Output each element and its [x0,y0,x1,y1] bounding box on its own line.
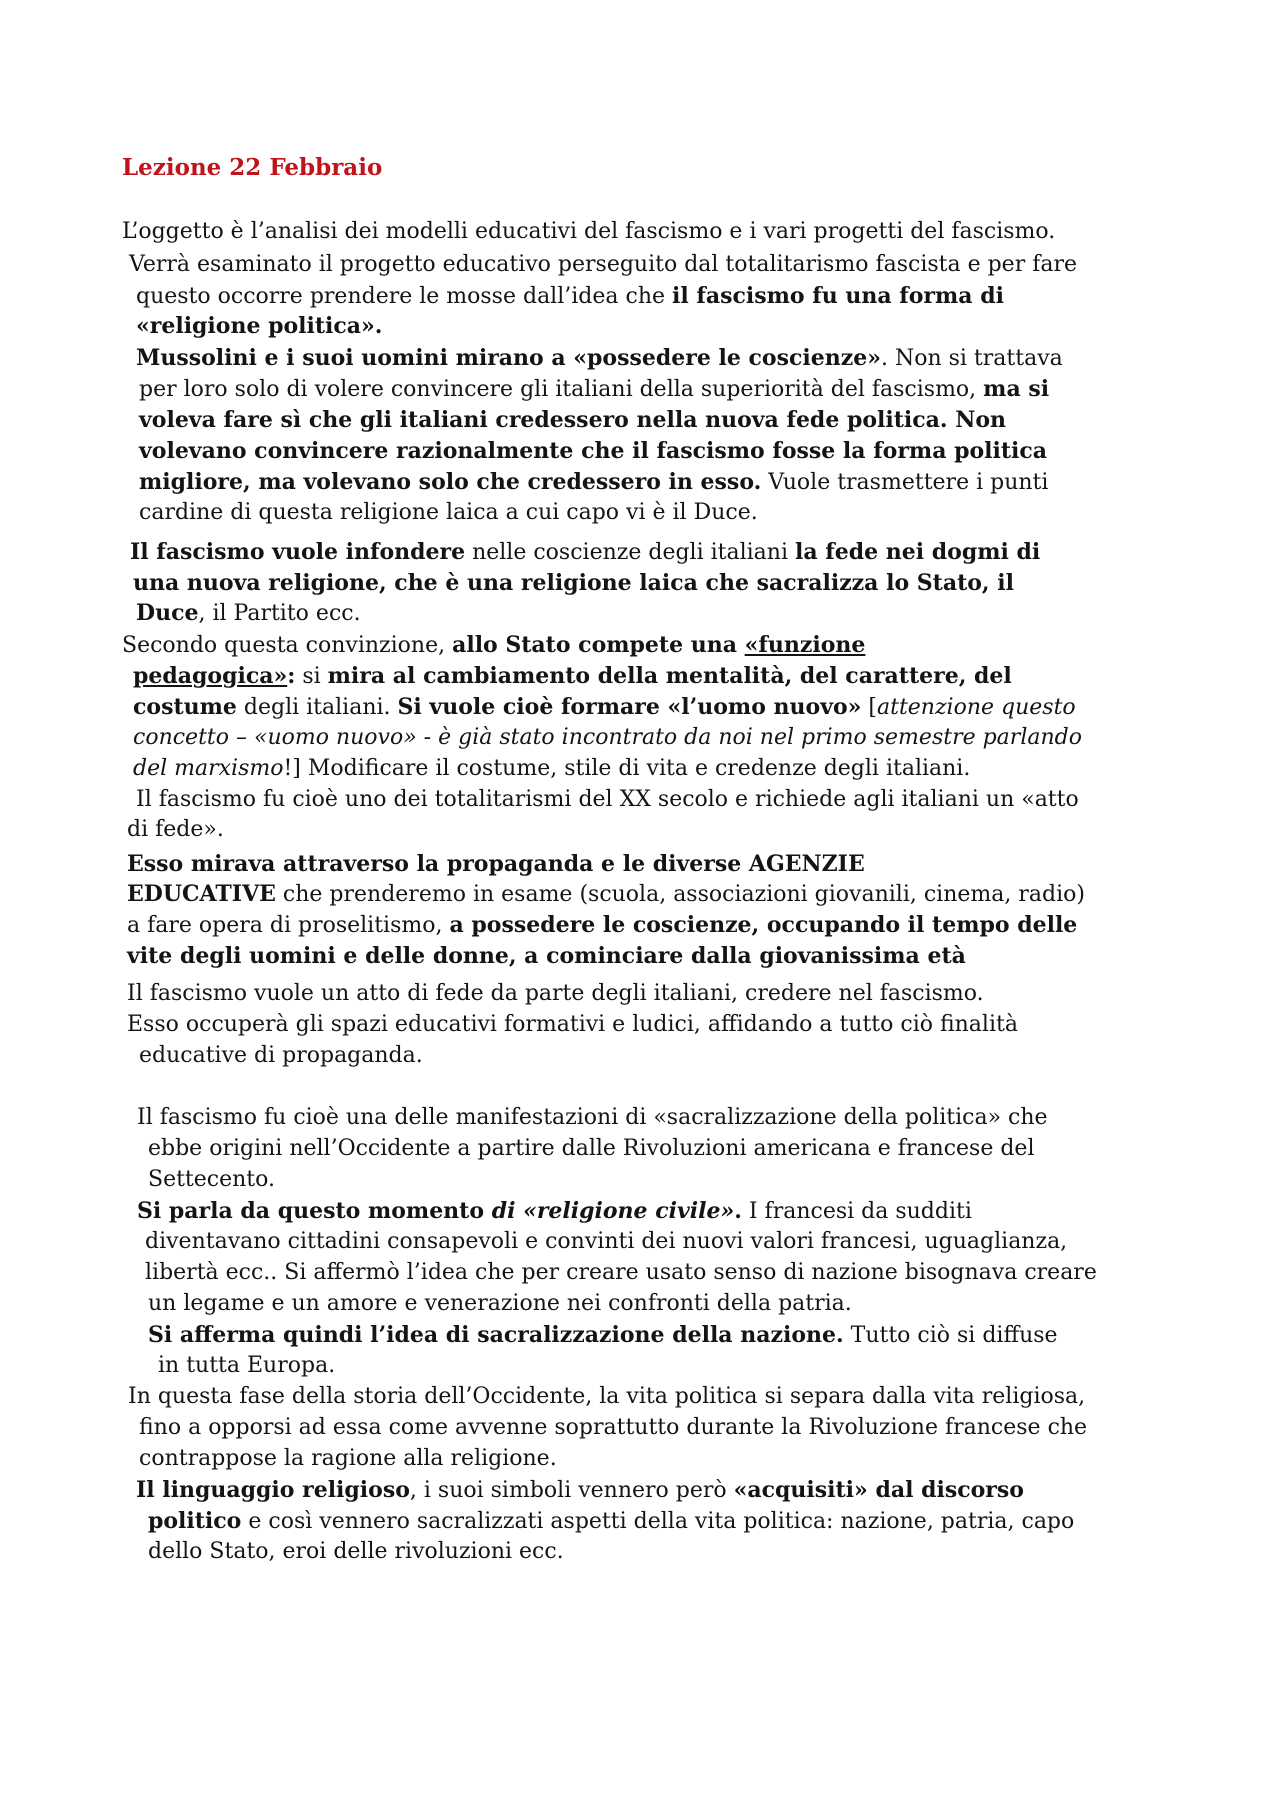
paragraph-line: Settecento. [148,1167,275,1192]
paragraph-line: un legame e un amore e venerazione nei confronti della patria. [148,1291,852,1316]
paragraph-line: costume degli italiani. Si vuole cioè formare «l’uomo nuovo» [attenzione questo [133,694,1076,720]
paragraph-line: concetto – «uomo nuovo» - è già stato incontrato da noi nel primo semestre parlando [133,725,1082,750]
paragraph-line: EDUCATIVE che prenderemo in esame (scuola, associazioni giovanili, cinema, radio) [127,881,1085,907]
paragraph-line: Esso occuperà gli spazi educativi formativi e ludici, affidando a tutto ciò finalità [127,1012,1018,1037]
paragraph-line: voleva fare sì che gli italiani credessero nella nuova fede politica. Non [139,407,1007,433]
paragraph-line: diventavano cittadini consapevoli e convinti dei nuovi valori francesi, uguaglianza, [145,1229,1068,1254]
paragraph-line: migliore, ma volevano solo che credessero in esso. Vuole trasmettere i punti [139,469,1049,495]
paragraph-line: dello Stato, eroi delle rivoluzioni ecc. [148,1539,564,1564]
paragraph-line: Si parla da questo momento di «religione civile». I francesi da sudditi [137,1198,972,1224]
paragraph-line: cardine di questa religione laica a cui capo vi è il Duce. [139,500,758,525]
paragraph-line: di fede». [127,817,224,842]
paragraph-line: contrappose la ragione alla religione. [139,1446,557,1471]
paragraph-line: L’oggetto è l’analisi dei modelli educativi del fascismo e i vari progetti del fascismo. [122,219,1056,244]
paragraph-line: Secondo questa convinzione, allo Stato compete una «funzione [122,632,866,658]
paragraph-line: del marxismo!] Modificare il costume, stile di vita e credenze degli italiani. [133,756,971,781]
paragraph-line: Duce, il Partito ecc. [136,600,361,626]
paragraph-line: questo occorre prendere le mosse dall’idea che il fascismo fu una forma di [136,283,1004,309]
paragraph-line: Mussolini e i suoi uomini mirano a «possedere le coscienze». Non si trattava [136,345,1063,371]
paragraph-line: Il fascismo fu cioè uno dei totalitarismi del XX secolo e richiede agli italiani un «atto [136,787,1079,812]
paragraph-line: politico e così vennero sacralizzati aspetti della vita politica: nazione, patria, capo [148,1508,1075,1534]
paragraph-line: Il fascismo vuole un atto di fede da parte degli italiani, credere nel fascismo. [127,981,984,1006]
paragraph-line: Esso mirava attraverso la propaganda e le diverse AGENZIE [127,851,865,877]
paragraph-line: libertà ecc.. Si affermò l’idea che per creare usato senso di nazione bisognava creare [145,1260,1097,1285]
paragraph-line: a fare opera di proselitismo, a possedere le coscienze, occupando il tempo delle [127,912,1078,938]
paragraph-line: per loro solo di volere convincere gli italiani della superiorità del fascismo, ma si [139,376,1050,402]
paragraph-line: Il fascismo vuole infondere nelle coscienze degli italiani la fede nei dogmi di [130,539,1041,565]
paragraph-line: Il fascismo fu cioè una delle manifestazioni di «sacralizzazione della politica» che [137,1105,1048,1130]
paragraph-line: fino a opporsi ad essa come avvenne soprattutto durante la Rivoluzione francese che [139,1415,1088,1440]
paragraph-line: pedagogica»: si mira al cambiamento della mentalità, del carattere, del [133,663,1012,689]
paragraph-line: Verrà esaminato il progetto educativo perseguito dal totalitarismo fascista e per fare [129,252,1078,277]
paragraph-line: educative di propaganda. [139,1043,423,1068]
paragraph-line: ebbe origini nell’Occidente a partire dalle Rivoluzioni americana e francese del [148,1136,1035,1161]
paragraph-line: volevano convincere razionalmente che il fascismo fosse la forma politica [139,438,1048,464]
page-title: Lezione 22 Febbraio [122,154,383,181]
paragraph-line: In questa fase della storia dell’Occidente, la vita politica si separa dalla vita religiosa, [128,1384,1086,1409]
paragraph-line: in tutta Europa. [158,1353,336,1378]
paragraph-line: vite degli uomini e delle donne, a cominciare dalla giovanissima età [127,943,966,969]
paragraph-line: Si afferma quindi l’idea di sacralizzazione della nazione. Tutto ciò si diffuse [148,1322,1058,1348]
paragraph-line: Il linguaggio religioso, i suoi simboli vennero però «acquisiti» dal discorso [136,1477,1024,1503]
paragraph-line: «religione politica». [136,313,383,339]
paragraph-line: una nuova religione, che è una religione laica che sacralizza lo Stato, il [133,570,1014,596]
